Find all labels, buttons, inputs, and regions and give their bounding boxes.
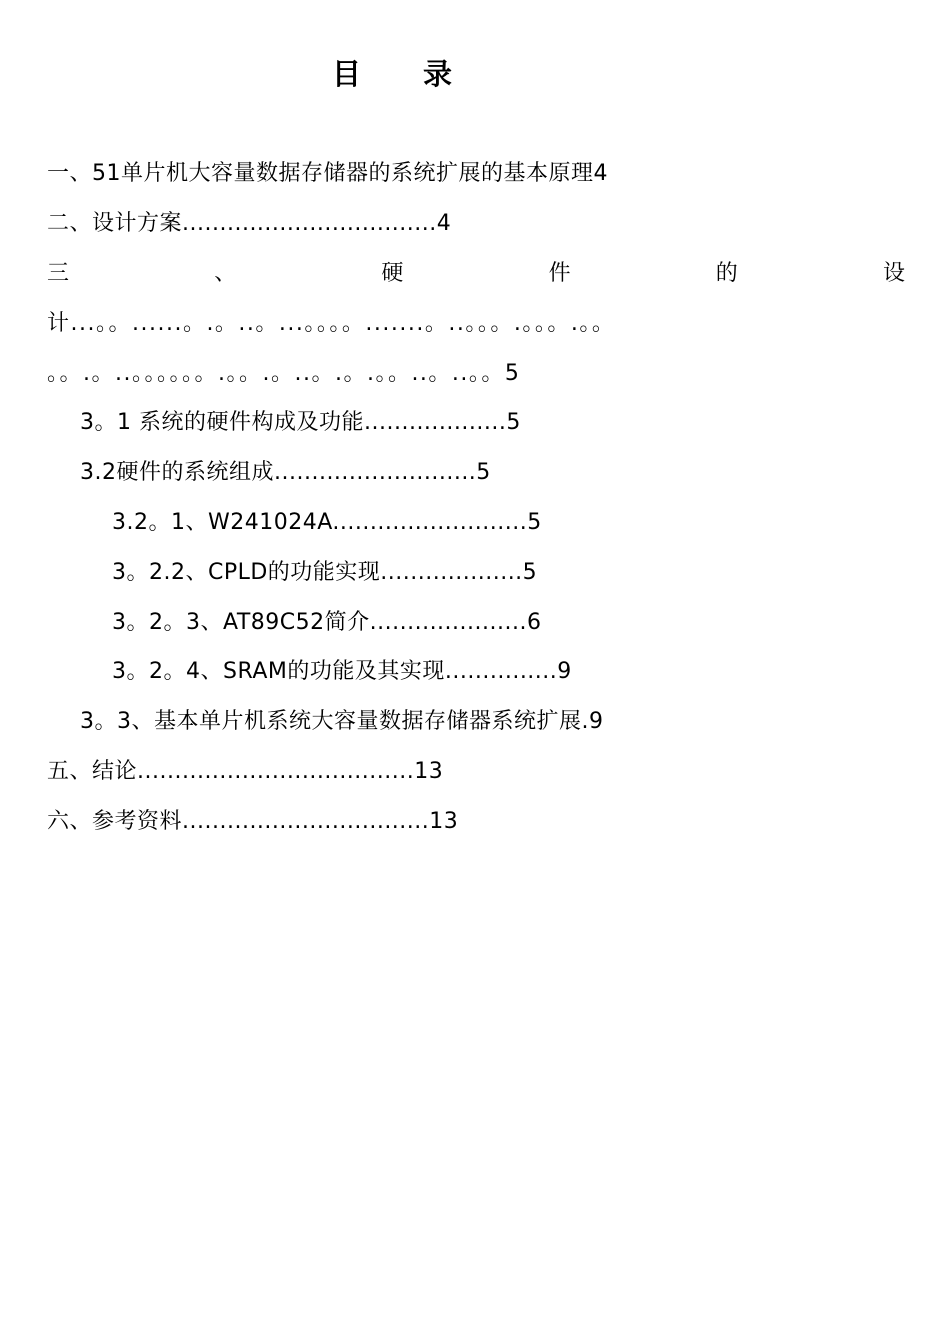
toc-entry-3-2: 3.2硬件的系统组成...........................5 — [80, 460, 491, 485]
page-title: 目 录 — [331, 57, 479, 91]
toc-entry-3-line-3: 。。.。..。。。。。。.。。.。..。.。.。。..。..。。5 — [47, 361, 521, 386]
toc-entry-3-1: 3。1 系统的硬件构成及功能...................5 — [80, 410, 521, 435]
toc-entry-3-3: 3。3、基本单片机系统大容量数据存储器系统扩展.9 — [80, 709, 604, 734]
toc-entry-2: 二、设计方案..................................4 — [47, 211, 452, 236]
toc-entry-3-2-2: 3。2.2、CPLD的功能实现...................5 — [112, 560, 538, 585]
toc-entry-3-2-1: 3.2。1、W241024A..........................5 — [112, 510, 542, 535]
toc-entry-3-char: 、 — [214, 261, 237, 286]
toc-entry-3-2-3: 3。2。3、AT89C52简介.....................6 — [112, 610, 542, 635]
toc-entry-5: 五、结论.....................................13 — [47, 759, 444, 784]
toc-entry-3-char: 件 — [548, 261, 571, 286]
toc-entry-6: 六、参考资料.................................13 — [47, 809, 459, 834]
toc-entry-3-2-4: 3。2。4、SRAM的功能及其实现...............9 — [112, 659, 572, 684]
toc-entry-3-line-2: 计...。。......。.。..。...。。。。.......。..。。。.。。。.。。 — [47, 311, 616, 336]
toc-entry-3-char: 三 — [47, 261, 70, 286]
toc-entry-1: 一、51单片机大容量数据存储器的系统扩展的基本原理4 — [47, 161, 608, 186]
toc-entry-3-char: 的 — [715, 261, 738, 286]
toc-entry-3-line-1 — [47, 257, 905, 291]
toc-entry-3-char: 设 — [882, 261, 905, 286]
toc-entry-3-char: 硬 — [381, 261, 404, 286]
